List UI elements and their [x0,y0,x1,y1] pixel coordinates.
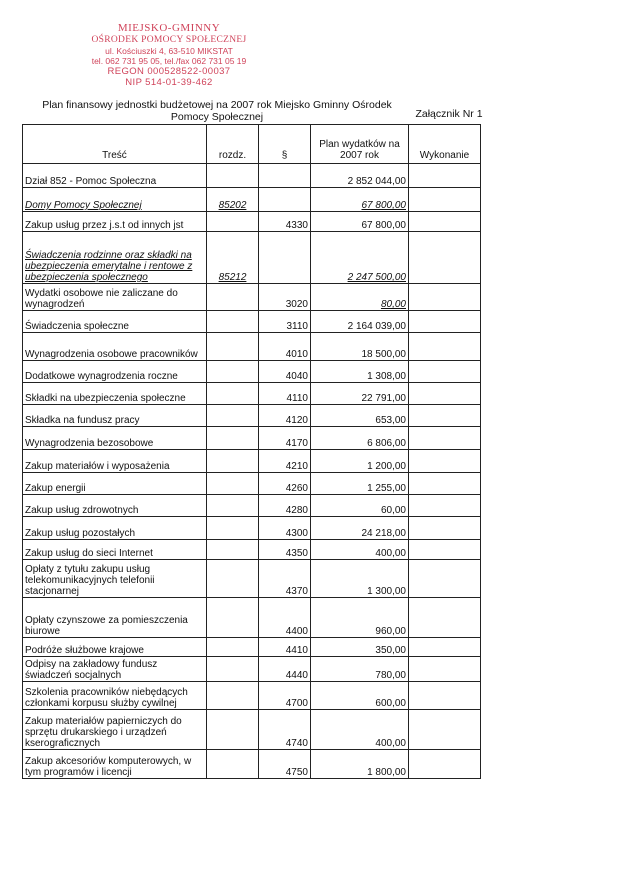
row-description: Wynagrodzenia bezosobowe [23,427,207,450]
row-plan-amount: 22 791,00 [311,383,409,405]
stamp-line: tel. 062 731 95 05, tel./fax 062 731 05 19 [91,56,247,67]
row-chapter [207,311,259,333]
table-row [23,212,481,232]
row-chapter [207,361,259,383]
row-paragraph: 4110 [259,383,311,405]
row-paragraph: 4280 [259,495,311,517]
row-execution [409,638,481,657]
row-chapter [207,164,259,188]
row-description: Zakup materiałów papierniczych do sprzętu drukarskiego i urządzeń kserograficznych [23,710,207,750]
row-plan-amount: 18 500,00 [311,333,409,361]
row-plan-amount: 60,00 [311,495,409,517]
column-header-chapter: rozdz. [207,125,259,164]
row-description: Zakup akcesoriów komputerowych, w tym programów i licencji [23,750,207,779]
stamp-line: REGON 000528522-00037 [107,66,231,78]
row-execution [409,598,481,638]
row-execution [409,682,481,710]
row-execution [409,333,481,361]
row-chapter [207,560,259,598]
column-header-execution: Wykonanie [409,125,481,164]
table-row [23,284,481,311]
row-execution [409,212,481,232]
table-row [23,188,481,212]
row-description: Zakup usług pozostałych [23,517,207,540]
row-paragraph: 4740 [259,710,311,750]
row-plan-amount: 2 852 044,00 [311,164,409,188]
row-execution [409,405,481,427]
row-chapter [207,540,259,560]
row-plan-amount: 24 218,00 [311,517,409,540]
row-description: Wydatki osobowe nie zaliczane do wynagrodzeń [23,284,207,311]
row-execution [409,164,481,188]
column-header-paragraph: § [259,125,311,164]
row-execution [409,473,481,495]
row-chapter [207,405,259,427]
row-paragraph: 4750 [259,750,311,779]
row-chapter [207,212,259,232]
table-row [23,383,481,405]
row-chapter [207,598,259,638]
row-execution [409,361,481,383]
row-plan-amount: 67 800,00 [311,212,409,232]
row-execution [409,560,481,598]
row-execution [409,750,481,779]
table-row [23,560,481,598]
row-description: Zakup usług do sieci Internet [23,540,207,560]
table-row [23,598,481,638]
row-execution [409,517,481,540]
table-row [23,405,481,427]
row-description: Szkolenia pracowników niebędących członkami korpusu służby cywilnej [23,682,207,710]
row-plan-amount: 1 308,00 [311,361,409,383]
row-description: Podróże służbowe krajowe [23,638,207,657]
row-paragraph: 4370 [259,560,311,598]
row-execution [409,232,481,284]
row-description: Domy Pomocy Społecznej [23,188,207,212]
column-header-description: Treść [23,125,207,164]
row-description: Odpisy na zakładowy fundusz świadczeń socjalnych [23,657,207,682]
row-execution [409,427,481,450]
row-paragraph [259,232,311,284]
row-description: Dział 852 - Pomoc Społeczna [23,164,207,188]
row-description: Wynagrodzenia osobowe pracowników [23,333,207,361]
stamp-line: MIEJSKO-GMINNY [117,22,221,34]
row-chapter [207,333,259,361]
row-description: Zakup usług przez j.s.t od innych jst [23,212,207,232]
table-row [23,311,481,333]
row-paragraph: 4440 [259,657,311,682]
row-paragraph [259,188,311,212]
row-chapter [207,517,259,540]
table-row [23,450,481,473]
annex-label: Załącznik Nr 1 [415,108,483,120]
row-chapter [207,383,259,405]
row-chapter [207,638,259,657]
row-description: Składki na ubezpieczenia społeczne [23,383,207,405]
table-row [23,657,481,682]
row-chapter [207,682,259,710]
row-description: Opłaty czynszowe za pomieszczenia biurowe [23,598,207,638]
table-row [23,473,481,495]
stamp-line: ul. Kościuszki 4, 63-510 MIKSTAT [105,46,233,57]
table-row [23,710,481,750]
row-paragraph: 4400 [259,598,311,638]
row-description: Dodatkowe wynagrodzenia roczne [23,361,207,383]
row-paragraph: 4010 [259,333,311,361]
table-row [23,517,481,540]
row-paragraph: 4210 [259,450,311,473]
row-paragraph: 4260 [259,473,311,495]
row-plan-amount: 2 247 500,00 [311,232,409,284]
row-description: Zakup usług zdrowotnych [23,495,207,517]
row-description: Zakup energii [23,473,207,495]
row-chapter [207,427,259,450]
row-plan-amount: 1 800,00 [311,750,409,779]
table-row [23,540,481,560]
row-paragraph: 3020 [259,284,311,311]
row-description: Składka na fundusz pracy [23,405,207,427]
stamp-line: OŚRODEK POMOCY SPOŁECZNEJ [91,34,247,45]
row-chapter [207,657,259,682]
row-execution [409,450,481,473]
row-execution [409,284,481,311]
row-paragraph: 4170 [259,427,311,450]
financial-plan-table [22,124,481,779]
row-paragraph: 4330 [259,212,311,232]
row-paragraph: 4350 [259,540,311,560]
row-paragraph: 3110 [259,311,311,333]
table-row [23,495,481,517]
table-header-row [23,125,481,164]
table-row [23,164,481,188]
row-plan-amount: 2 164 039,00 [311,311,409,333]
row-plan-amount: 780,00 [311,657,409,682]
row-plan-amount: 1 200,00 [311,450,409,473]
row-execution [409,311,481,333]
row-plan-amount: 350,00 [311,638,409,657]
row-chapter [207,284,259,311]
row-execution [409,540,481,560]
stamp-line: NIP 514-01-39-462 [125,77,213,89]
table-row [23,361,481,383]
office-stamp [84,22,254,89]
row-paragraph: 4300 [259,517,311,540]
row-paragraph: 4410 [259,638,311,657]
row-chapter [207,495,259,517]
row-paragraph: 4700 [259,682,311,710]
row-plan-amount: 653,00 [311,405,409,427]
row-chapter [207,750,259,779]
column-header-plan: Plan wydatków na 2007 rok [311,125,409,164]
table-row [23,232,481,284]
row-description: Świadczenia rodzinne oraz składki na ubezpieczenia emerytalne i rentowe z ubezpieczenia społecznego [23,232,207,284]
row-chapter [207,710,259,750]
document-title: Plan finansowy jednostki budżetowej na 2007 rok Miejsko Gminny Ośrodek Pomocy Społecznej [42,99,392,123]
row-plan-amount: 6 806,00 [311,427,409,450]
row-plan-amount: 400,00 [311,710,409,750]
row-execution [409,383,481,405]
table-row [23,750,481,779]
row-paragraph: 4120 [259,405,311,427]
row-paragraph: 4040 [259,361,311,383]
row-execution [409,710,481,750]
table-row [23,333,481,361]
row-chapter [207,473,259,495]
row-chapter: 85202 [207,188,259,212]
row-execution [409,657,481,682]
row-paragraph [259,164,311,188]
row-plan-amount: 80,00 [311,284,409,311]
row-plan-amount: 960,00 [311,598,409,638]
table-row [23,682,481,710]
row-plan-amount: 600,00 [311,682,409,710]
row-chapter: 85212 [207,232,259,284]
row-execution [409,188,481,212]
row-chapter [207,450,259,473]
row-plan-amount: 1 300,00 [311,560,409,598]
row-plan-amount: 67 800,00 [311,188,409,212]
row-plan-amount: 400,00 [311,540,409,560]
row-execution [409,495,481,517]
table-row [23,638,481,657]
row-description: Opłaty z tytułu zakupu usług telekomunikacyjnych telefonii stacjonarnej [23,560,207,598]
row-plan-amount: 1 255,00 [311,473,409,495]
row-description: Zakup materiałów i wyposażenia [23,450,207,473]
table-row [23,427,481,450]
row-description: Świadczenia społeczne [23,311,207,333]
